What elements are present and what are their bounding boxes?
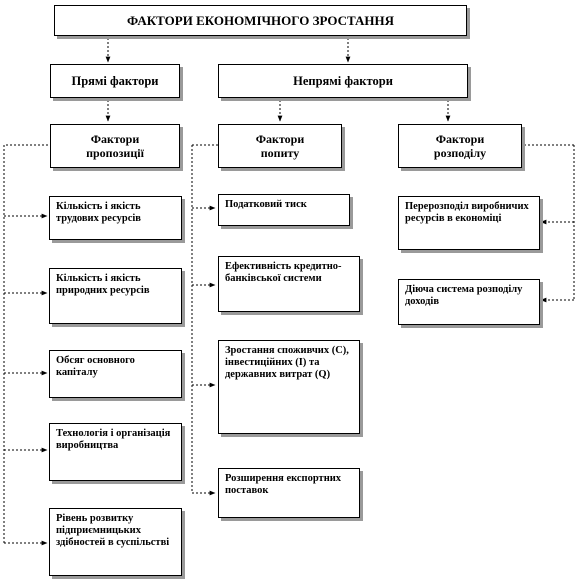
demand-item <box>218 468 360 518</box>
supply-item-label: Технологія і організація виробництва <box>56 428 171 452</box>
supply-item <box>49 423 182 481</box>
demand-item-label: Розширення експортних поставок <box>225 473 342 497</box>
title-box <box>54 5 467 36</box>
distribution-item <box>398 279 540 325</box>
supply-item-label: Рівень розвитку підприємницьких здібностей в суспільстві <box>56 513 170 549</box>
demand-item <box>218 194 350 226</box>
distribution-factors-box <box>398 124 522 168</box>
supply-item <box>49 196 182 240</box>
distribution-item-label: Діюча система розподілу доходів <box>405 284 523 308</box>
direct-factors-box <box>50 64 180 98</box>
indirect-factors-box <box>218 64 468 98</box>
demand-item-label: Зростання споживчих (С), інвестиційних (І) та державних витрат (Q) <box>225 345 349 381</box>
supply-item <box>49 350 182 398</box>
supply-item <box>49 268 182 324</box>
demand-item <box>218 256 360 312</box>
diagram-title: ФАКТОРИ ЕКОНОМІЧНОГО ЗРОСТАННЯ <box>127 12 394 28</box>
supply-bracket <box>4 145 48 543</box>
supply-factors-box <box>50 124 180 168</box>
supply-item <box>49 508 182 576</box>
demand-factors-box <box>218 124 342 168</box>
indirect-factors-label: Непрямі фактори <box>293 73 393 88</box>
distribution-item <box>398 196 540 250</box>
supply-factors-label: Фактори пропозиції <box>86 131 144 160</box>
supply-item-label: Обсяг основного капіталу <box>56 355 135 379</box>
supply-item-label: Кількість і якість природних ресурсів <box>56 273 150 297</box>
demand-bracket <box>192 145 218 493</box>
demand-item-label: Ефективність кредитно-банківської системи <box>225 261 342 285</box>
supply-item-label: Кількість і якість трудових ресурсів <box>56 201 141 225</box>
demand-factors-label: Фактори попиту <box>255 131 305 160</box>
demand-item <box>218 340 360 434</box>
distribution-factors-label: Фактори розподілу <box>433 131 487 160</box>
distribution-item-label: Перерозподіл виробничих ресурсів в економіці <box>405 201 529 225</box>
direct-factors-label: Прямі фактори <box>71 73 159 88</box>
demand-item-label: Податковий тиск <box>225 199 307 210</box>
